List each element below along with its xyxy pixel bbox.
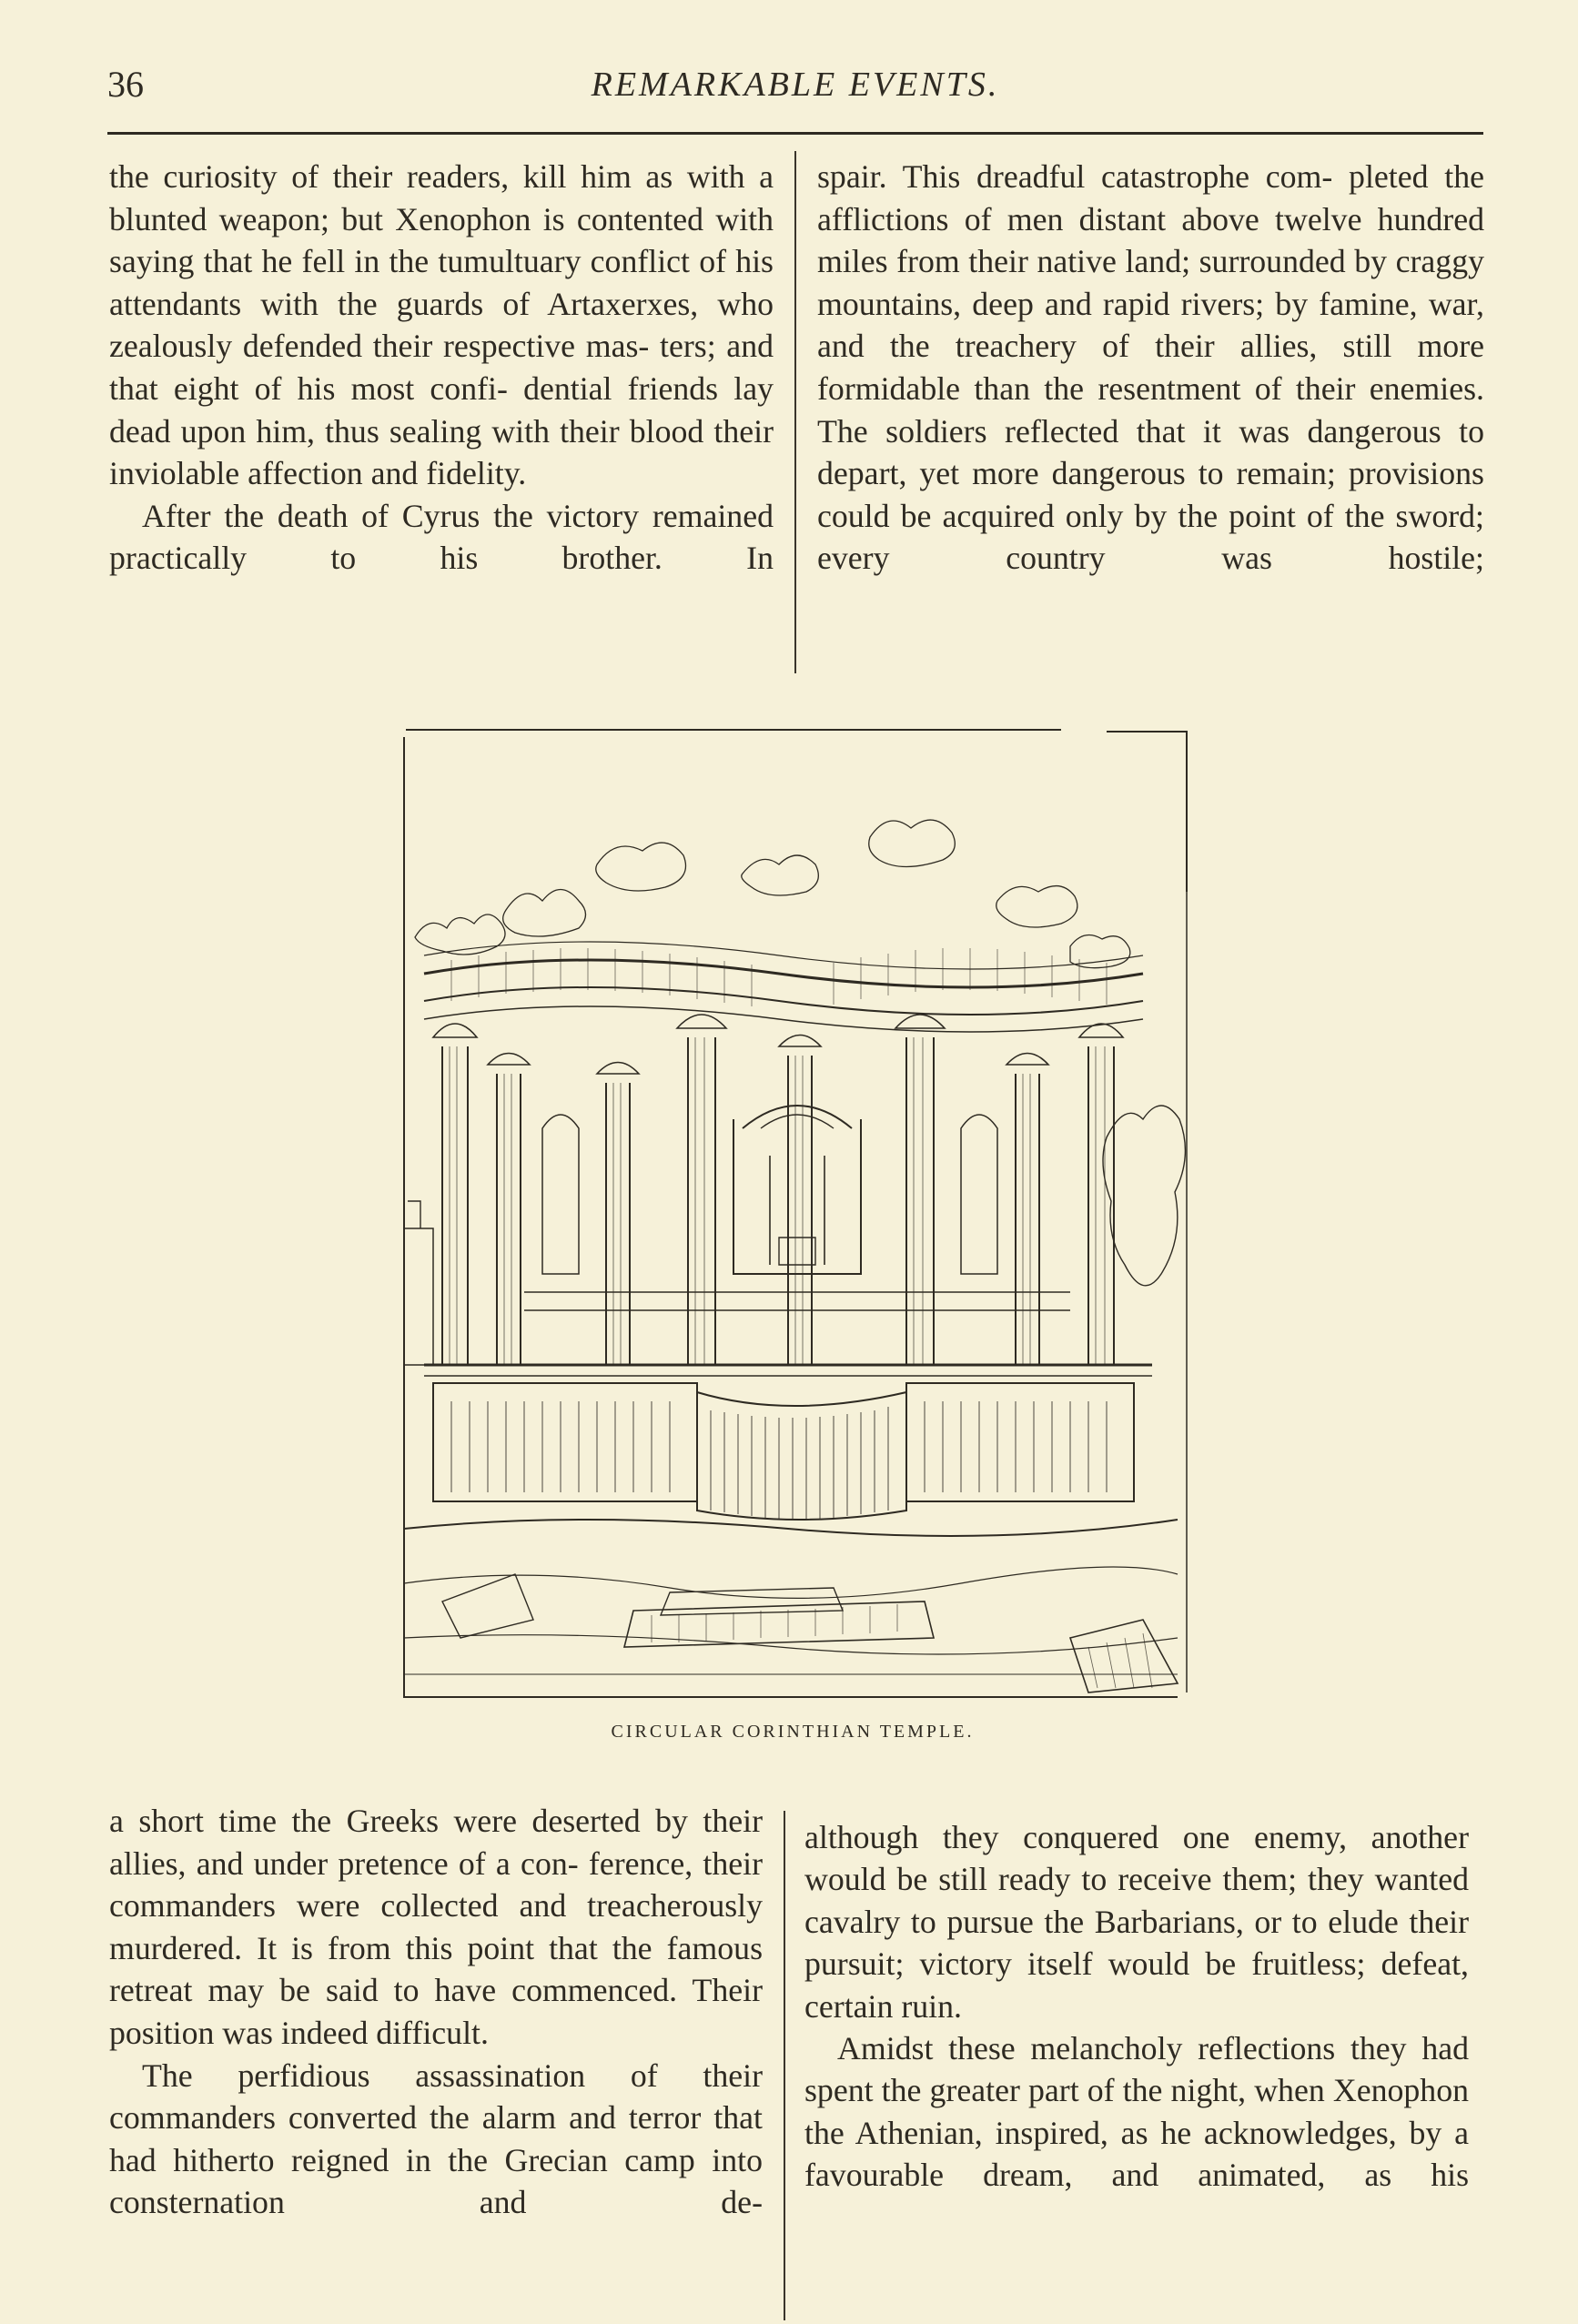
paragraph: although they conquered one enemy, another would be still ready to receive them; they wanted cavalry to pursue the Barbarians, or to elude their pursuit; victory itself would be fruitless; defeat, certain ruin. xyxy=(804,1819,1469,2025)
paragraph: After the death of Cyrus the victory remained practically to his brother. In xyxy=(109,497,774,577)
column-divider xyxy=(784,1811,785,2320)
paragraph: the curiosity of their readers, kill him as with a blunted weapon; but Xenophon is contented with saying that he fell in the tumultuary conflict of his attendants with the guards of Artaxerxes, who zealously defended their respective mas- ters; and that eight of his most confi- dential friends lay dead upon him, thus sealing with their blood their inviolable affection and fidelity. xyxy=(109,158,774,492)
text-column-bottom-left xyxy=(109,1800,763,2224)
temple-engraving xyxy=(397,728,1189,1702)
column-divider xyxy=(794,151,796,673)
paragraph: spair. This dreadful catastrophe com- pleted the afflictions of men distant above twelve hundred miles from their native land; surrounded by craggy mountains, deep and rapid rivers; by famine, war, and the treachery of their allies, still more formidable than the resentment of their enemies. The soldiers reflected that it was dangerous to depart, yet more dangerous to remain; provisions could be acquired only by the point of the sword; every country was hostile; xyxy=(817,158,1484,577)
paragraph: Amidst these melancholy reflections they had spent the greater part of the night, when Xenophon the Athenian, inspired, as he acknowledges, by a favourable dream, and animated, as his xyxy=(804,2030,1469,2194)
running-head: REMARKABLE EVENTS. xyxy=(591,66,1000,104)
text-column-top-right xyxy=(817,156,1484,580)
header-rule xyxy=(107,132,1483,135)
text-column-top-left xyxy=(109,156,774,580)
page-number: 36 xyxy=(107,64,144,105)
paragraph: The perfidious assassination of their commanders converted the alarm and terror that had hitherto reigned in the Grecian camp into consternation and de- xyxy=(109,2056,763,2221)
paragraph: a short time the Greeks were deserted by their allies, and under pretence of a con- ference, their commanders were collected and treacherously murdered. It is from this point that the famous retreat may be said to have commenced. Their position was indeed difficult. xyxy=(109,1803,763,2051)
page-header xyxy=(107,62,1483,126)
figure-caption: CIRCULAR CORINTHIAN TEMPLE. xyxy=(611,1722,975,1742)
temple-illustration xyxy=(397,728,1189,1702)
text-column-bottom-right xyxy=(804,1816,1469,2197)
